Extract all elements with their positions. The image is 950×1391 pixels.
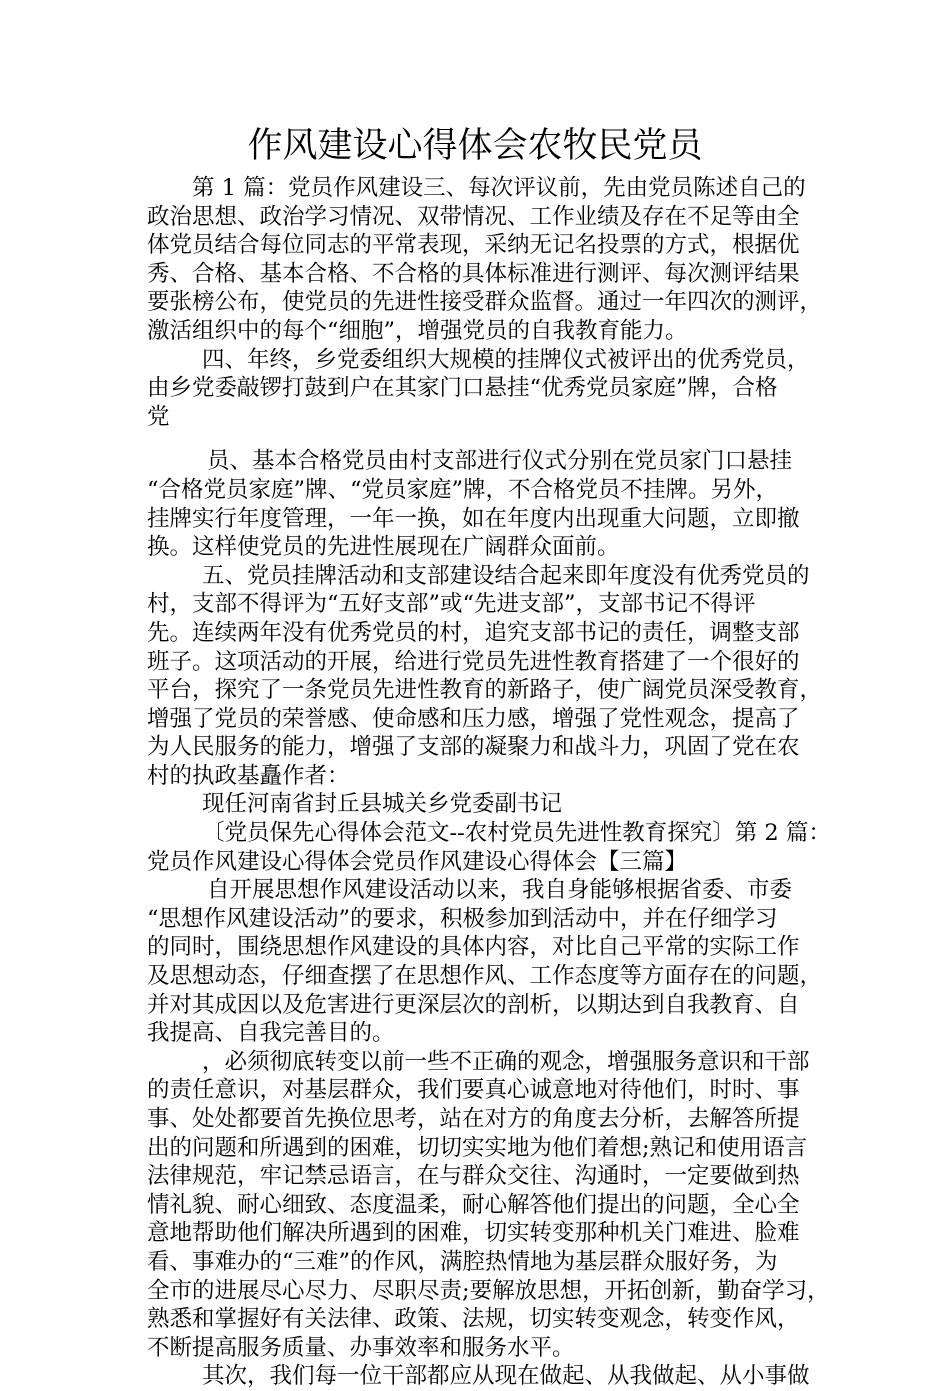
paragraph-gap bbox=[147, 431, 827, 447]
document-title: 作风建设心得体会农牧民党员 bbox=[247, 126, 703, 166]
paragraph-line: 党员作风建设心得体会党员作风建设心得体会【三篇】 bbox=[147, 848, 688, 875]
paragraph-line: 情礼貌、耐心细致、态度温柔，耐心解答他们提出的问题，全心全 bbox=[147, 1191, 800, 1218]
paragraph-line: 的同时，围绕思想作风建设的具体内容，对比自己平常的实际工作 bbox=[147, 934, 800, 961]
paragraph-line: 激活组织中的每个“细胞”，增强党员的自我教育能力。 bbox=[147, 317, 688, 344]
paragraph-line: 的责任意识，对基层群众，我们要真心诚意地对待他们，时时、事 bbox=[147, 1077, 800, 1104]
paragraph-line: 先。连续两年没有优秀党员的村，追究支部书记的责任，调整支部 bbox=[147, 619, 800, 646]
paragraph-line: 村的执政基矗作者： bbox=[147, 762, 350, 789]
paragraph-line: 班子。这项活动的开展，给进行党员先进性教育搭建了一个很好的 bbox=[147, 648, 800, 675]
paragraph-line: 为人民服务的能力，增强了支部的凝聚力和战斗力，巩固了党在农 bbox=[147, 734, 800, 761]
paragraph-line: 增强了党员的荣誉感、使命感和压力感，增强了党性观念，提高了 bbox=[147, 705, 800, 732]
paragraph-line: 要张榜公布，使党员的先进性接受群众监督。通过一年四次的测评， bbox=[147, 289, 823, 316]
paragraph-line: “思想作风建设活动”的要求，积极参加到活动中，并在仔细学习 bbox=[147, 905, 778, 932]
paragraph-line: 全市的进展尽心尽力、尽职尽责;要解放思想，开拓创新，勤奋学习， bbox=[147, 1277, 830, 1304]
paragraph-line: 自开展思想作风建设活动以来，我自身能够根据省委、市委 bbox=[207, 877, 793, 904]
paragraph-line: 秀、合格、基本合格、不合格的具体标准进行测评、每次测评结果 bbox=[147, 260, 800, 287]
paragraph-line: 其次，我们每一位干部都应从现在做起、从我做起、从小事做 bbox=[202, 1363, 810, 1390]
paragraph-line: 体党员结合每位同志的平常表现，采纳无记名投票的方式，根据优 bbox=[147, 232, 800, 259]
paragraph-line: 出的问题和所遇到的困难，切切实实地为他们着想;熟记和使用语言 bbox=[147, 1134, 808, 1161]
document-body bbox=[147, 174, 831, 1391]
paragraph-line: 第 1 篇：党员作风建设三、每次评议前，先由党员陈述自己的 bbox=[192, 175, 806, 201]
paragraph-line: 由乡党委敲锣打鼓到户在其家门口悬挂“优秀党员家庭”牌，合格 bbox=[147, 375, 778, 402]
paragraph-line: 不断提高服务质量、办事效率和服务水平。 bbox=[147, 1334, 575, 1361]
paragraph-line: 平台，探究了一条党员先进性教育的新路子，使广阔党员深受教育， bbox=[147, 677, 823, 704]
paragraph-line: 熟悉和掌握好有关法律、政策、法规，切实转变观念，转变作风， bbox=[147, 1306, 800, 1333]
paragraph-line: 法律规范，牢记禁忌语言，在与群众交往、沟通时，一定要做到热 bbox=[147, 1163, 800, 1190]
paragraph-line: “合格党员家庭”牌、“党员家庭”牌，不合格党员不挂牌。另外， bbox=[147, 476, 779, 503]
paragraph-line: 挂牌实行年度管理，一年一换，如在年度内出现重大问题，立即撤 bbox=[147, 505, 800, 532]
paragraph-line: 及思想动态，仔细查摆了在思想作风、工作态度等方面存在的问题， bbox=[147, 963, 823, 990]
paragraph-line: 五、党员挂牌活动和支部建设结合起来即年度没有优秀党员的 bbox=[202, 562, 810, 589]
paragraph-line: 〔党员保先心得体会范文--农村党员先进性教育探究〕第 2 篇： bbox=[202, 820, 831, 847]
author-line: 现任河南省封丘县城关乡党委副书记 bbox=[202, 791, 563, 818]
paragraph-line: 换。这样使党员的先进性展现在广阔群众面前。 bbox=[147, 534, 620, 561]
paragraph-line: 党 bbox=[147, 403, 170, 430]
paragraph-line: 看、事难办的“三难”的作风，满腔热情地为基层群众服好务，为 bbox=[147, 1248, 778, 1275]
paragraph-line: 事、处处都要首先换位思考，站在对方的角度去分析，去解答所提 bbox=[147, 1106, 800, 1132]
paragraph-line: 村，支部不得评为“五好支部”或“先进支部”，支部书记不得评 bbox=[147, 591, 756, 618]
paragraph-line: 员、基本合格党员由村支部进行仪式分别在党员家门口悬挂 bbox=[207, 448, 793, 475]
paragraph-line: 四、年终，乡党委组织大规模的挂牌仪式被评出的优秀党员， bbox=[202, 346, 810, 373]
paragraph-line: 我提高、自我完善目的。 bbox=[147, 1020, 395, 1047]
paragraph-line: ，必须彻底转变以前一些不正确的观念，增强服务意识和干部 bbox=[202, 1048, 810, 1075]
paragraph-line: 意地帮助他们解决所遇到的困难，切实转变那种机关门难进、脸难 bbox=[147, 1220, 800, 1247]
paragraph-line: 并对其成因以及危害进行更深层次的剖析，以期达到自我教育、自 bbox=[147, 991, 800, 1018]
paragraph-line: 政治思想、政治学习情况、双带情况、工作业绩及存在不足等由全 bbox=[147, 203, 800, 230]
